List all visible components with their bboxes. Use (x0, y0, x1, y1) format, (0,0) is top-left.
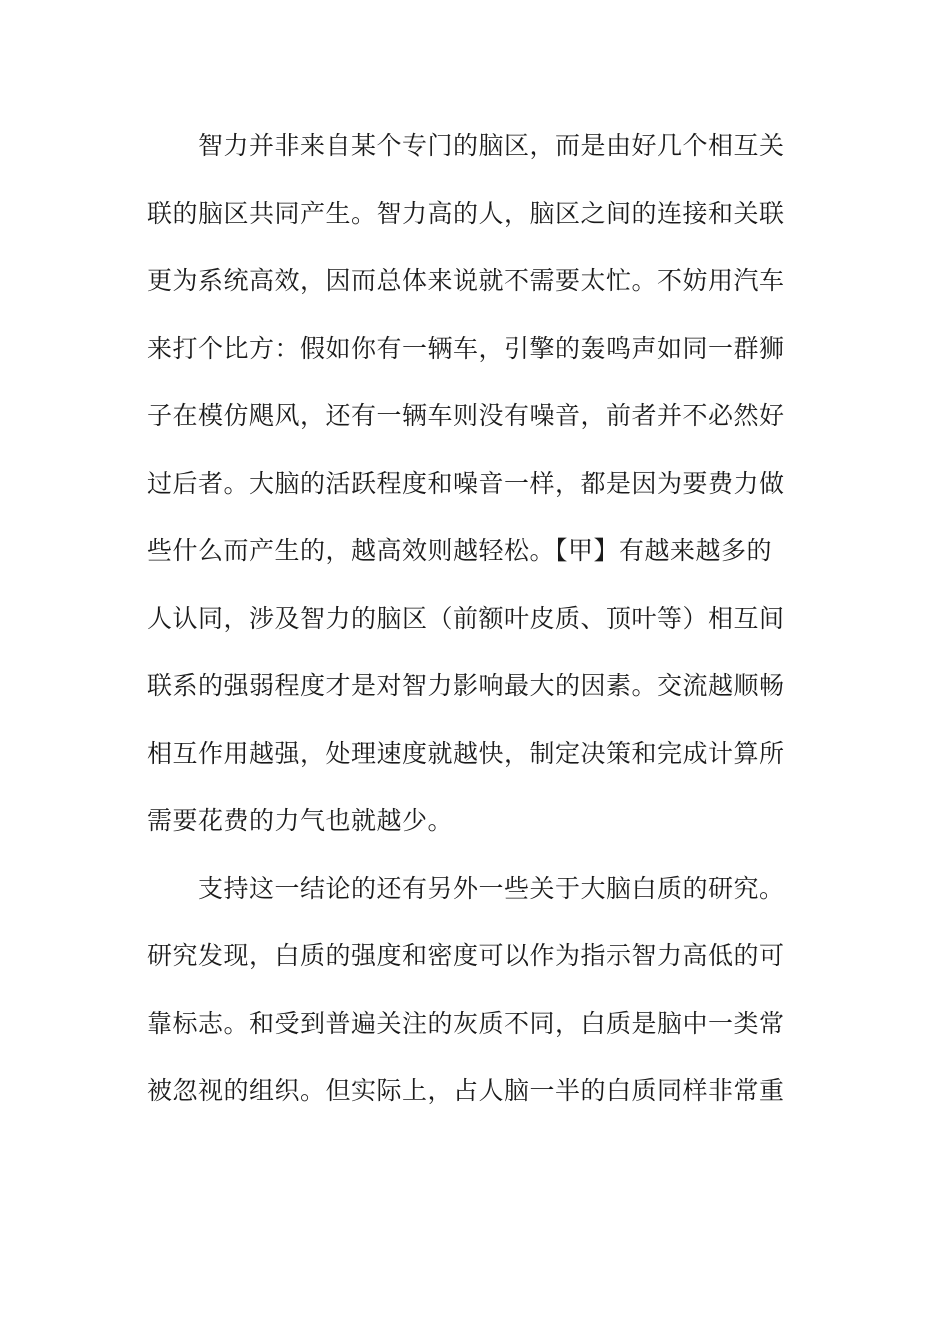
text-line: 需要花费的力气也就越少。 (147, 806, 454, 835)
text-line: 更为系统高效，因而总体来说就不需要太忙。不妨用汽车 (147, 266, 785, 295)
text-line: 靠标志。和受到普遍关注的灰质不同，白质是脑中一类常 (147, 1008, 785, 1038)
text-line: 相互作用越强，处理速度就越快，制定决策和完成计算所 (147, 738, 785, 768)
text-line: 智力并非来自某个专门的脑区，而是由好几个相互关 (147, 131, 785, 160)
text-line: 过后者。大脑的活跃程度和噪音一样，都是因为要费力做 (147, 468, 785, 498)
text-line: 研究发现，白质的强度和密度可以作为指示智力高低的可 (147, 941, 785, 970)
text-line: 联的脑区共同产生。智力高的人，脑区之间的连接和关联 (147, 198, 785, 228)
text-line: 来打个比方：假如你有一辆车，引擎的轰鸣声如同一群狮 (147, 333, 785, 363)
text-line: 些什么而产生的，越高效则越轻松。【甲】有越来越多的 (147, 536, 773, 565)
text-line: 支持这一结论的还有另外一些关于大脑白质的研究。 (147, 873, 785, 903)
text-line: 人认同，涉及智力的脑区（前额叶皮质、顶叶等）相互间 (147, 603, 785, 633)
text-line: 被忽视的组织。但实际上，占人脑一半的白质同样非常重 (147, 1076, 785, 1105)
body-text (147, 122, 807, 1135)
text-line: 联系的强弱程度才是对智力影响最大的因素。交流越顺畅 (147, 671, 785, 700)
text-line: 子在模仿飓风，还有一辆车则没有噪音，前者并不必然好 (147, 401, 785, 430)
